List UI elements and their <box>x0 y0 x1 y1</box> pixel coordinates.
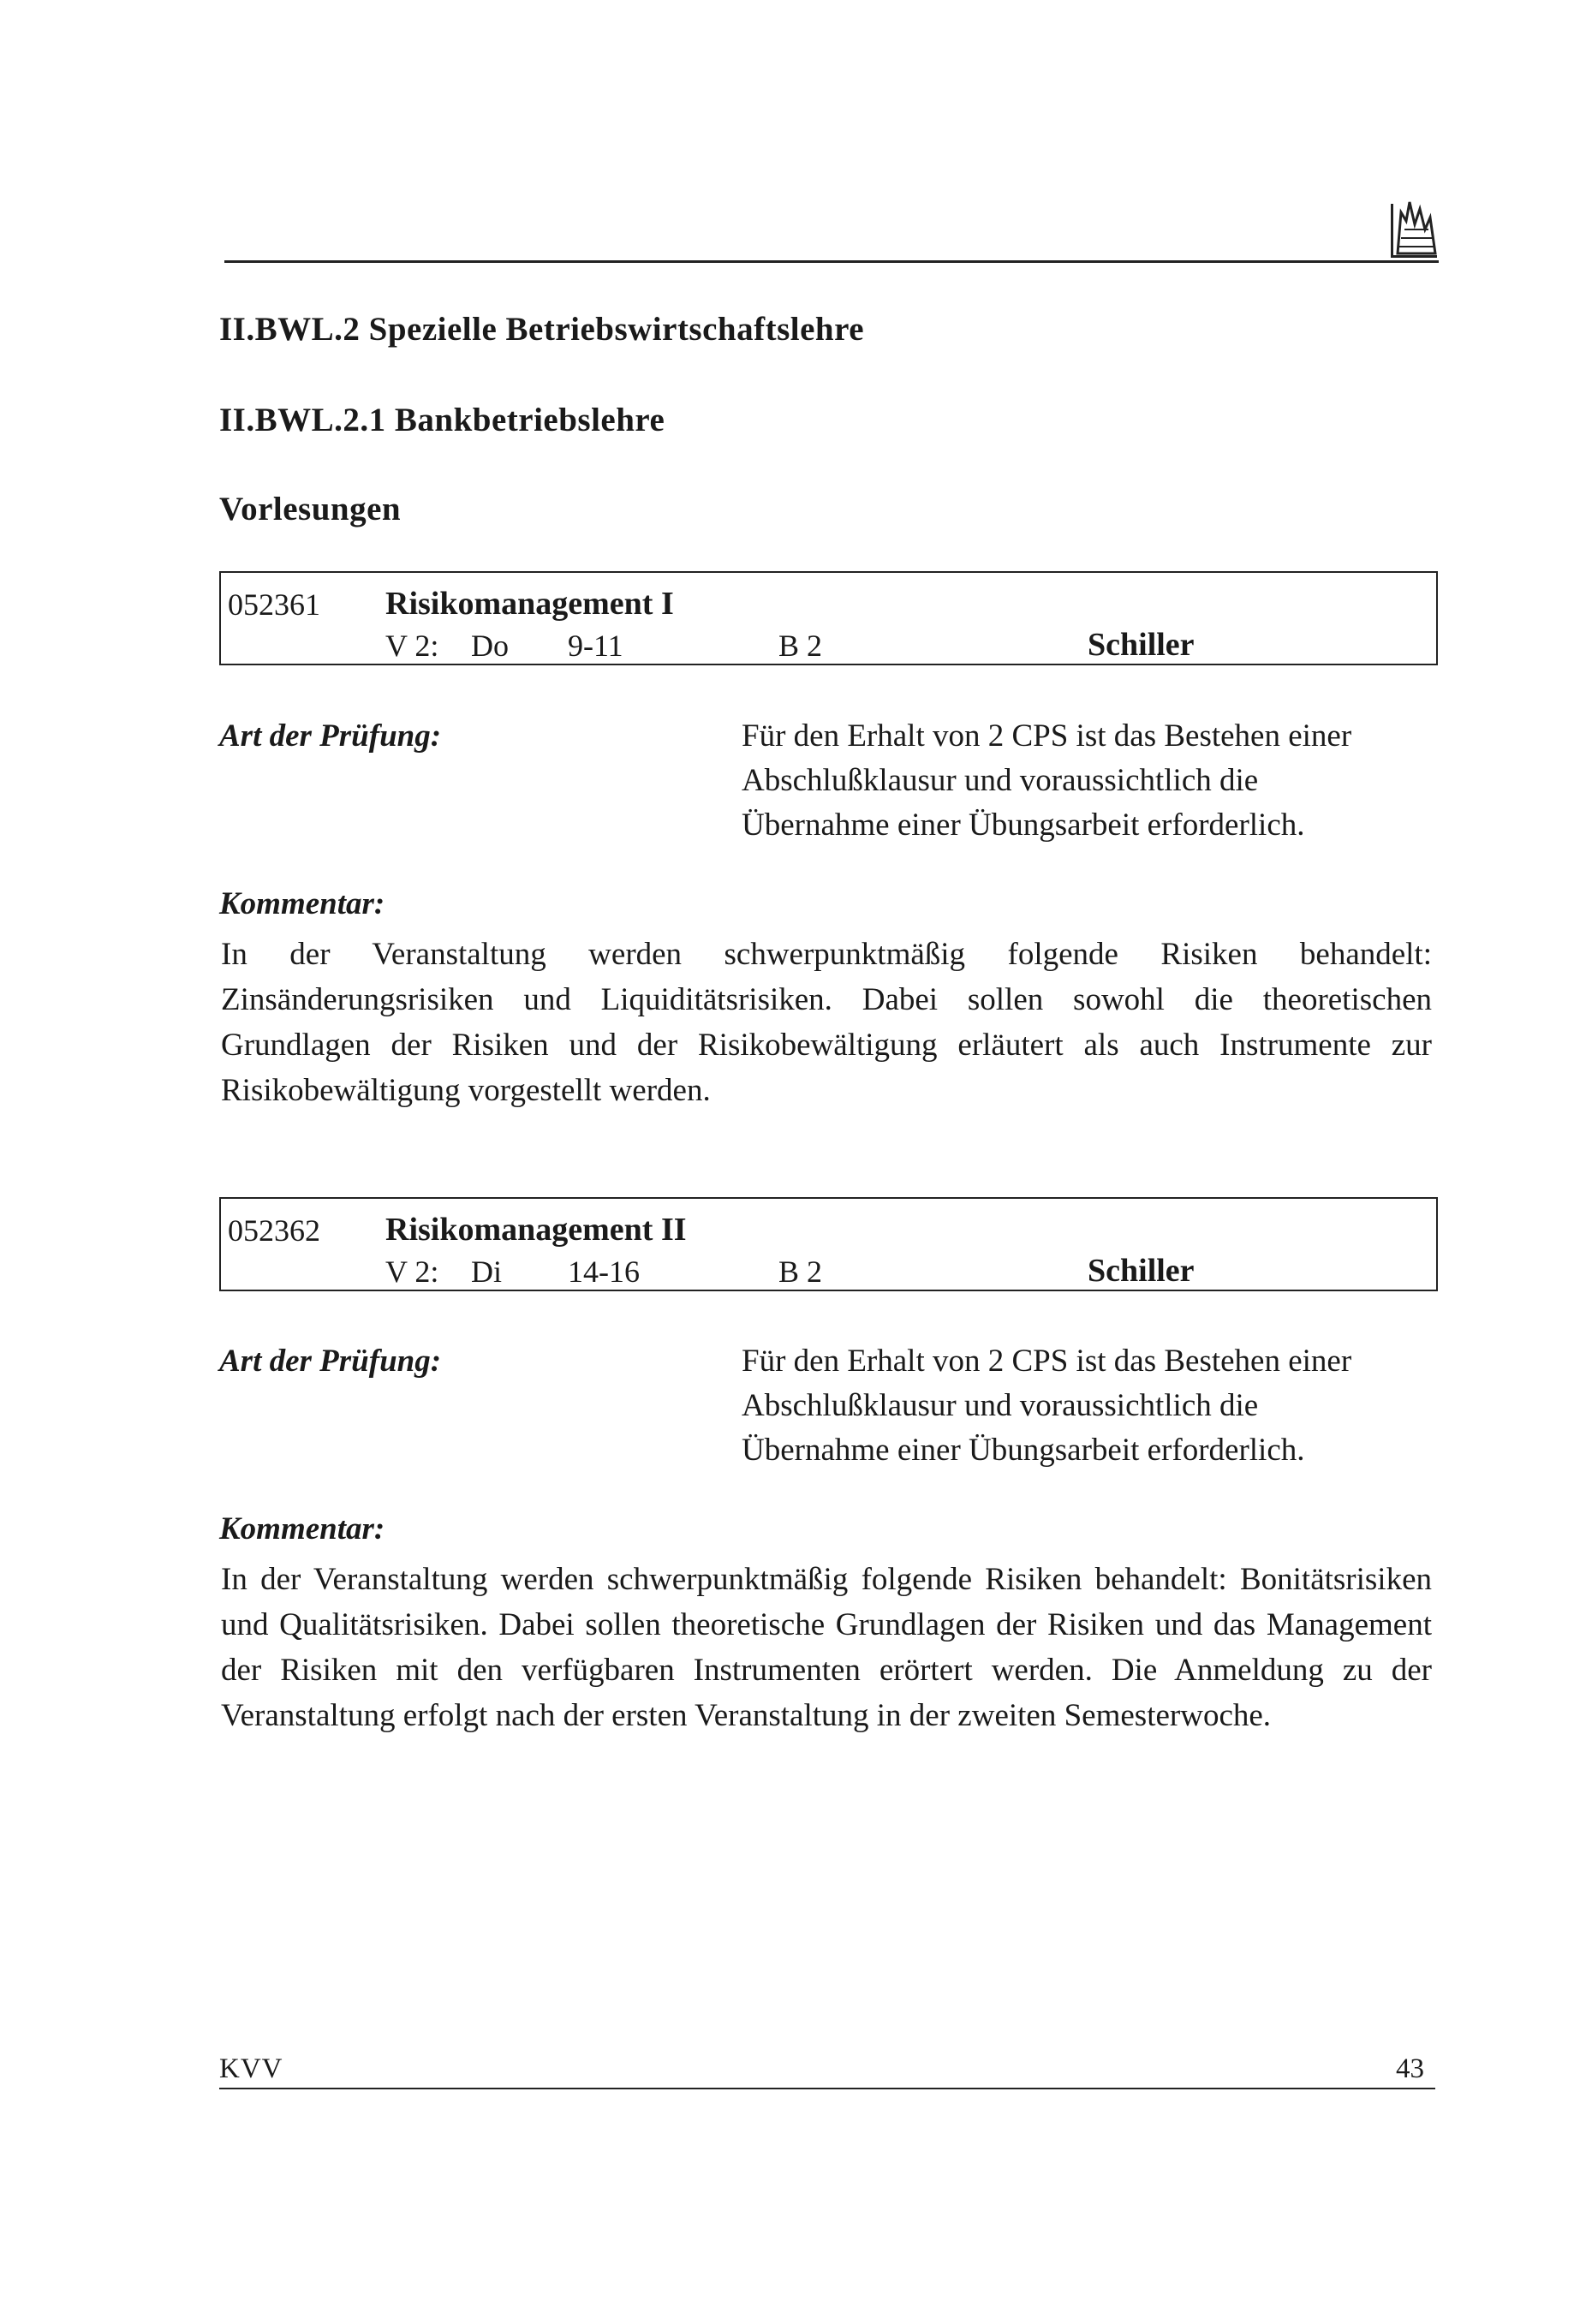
course-lecturer: Schiller <box>1088 627 1195 663</box>
university-logo-icon <box>1389 195 1439 262</box>
course-time: 14-16 <box>568 1254 640 1289</box>
course-title: Risikomanagement II <box>385 1212 687 1248</box>
comment-label: Kommentar: <box>219 886 385 921</box>
section-subtitle: II.BWL.2.1 Bankbetriebslehre <box>219 402 665 438</box>
section-title: II.BWL.2 Spezielle Betriebswirtschaftslehre <box>219 311 865 348</box>
category-heading: Vorlesungen <box>219 491 402 527</box>
footer-label: KVV <box>219 2053 283 2084</box>
course-day: Di <box>471 1254 502 1289</box>
exam-text: Für den Erhalt von 2 CPS ist das Bestehen einer Abschlußklausur und voraussichtlich die Übernahme einer Übungsarbeit erforderlich. <box>742 718 1352 843</box>
exam-label: Art der Prüfung: <box>219 718 442 754</box>
course-lecturer: Schiller <box>1088 1253 1195 1289</box>
header-rule <box>224 260 1439 263</box>
comment-label: Kommentar: <box>219 1511 385 1546</box>
course-day: Do <box>471 629 509 663</box>
course-time: 9-11 <box>568 629 623 663</box>
course-box <box>219 571 1438 665</box>
comment-text: In der Veranstaltung werden schwerpunktmäßig folgende Risiken behandelt: Zinsänderungsrisiken und Liquiditätsrisiken. Dabei sollen sowohl die theoretischen Grundlagen der Risiken und der Risikobewältigung erläutert als auch Instrumente zur Risikobewältigung vorgestellt werden. <box>221 937 1432 1108</box>
course-id: 052361 <box>228 587 320 622</box>
course-room: B 2 <box>778 1254 823 1289</box>
footer-rule <box>219 2088 1435 2089</box>
exam-text: Für den Erhalt von 2 CPS ist das Bestehen einer Abschlußklausur und voraussichtlich die Übernahme einer Übungsarbeit erforderlich. <box>742 1344 1352 1468</box>
course-type: V 2: <box>385 1254 439 1289</box>
course-room: B 2 <box>778 629 823 663</box>
exam-label: Art der Prüfung: <box>219 1344 442 1379</box>
course-type: V 2: <box>385 629 439 663</box>
page-number: 43 <box>1396 2053 1424 2084</box>
course-title: Risikomanagement I <box>385 586 674 622</box>
comment-text: In der Veranstaltung werden schwerpunktmäßig folgende Risiken behandelt: Bonitätsrisiken und Qualitätsrisiken. Dabei sollen theoretische Grundlagen der Risiken und das Management der Risiken mit den verfügbaren Instrumenten erörtert werden. Die Anmeldung zu der Veranstaltung erfolgt nach der ersten Veranstaltung in der zweiten Semesterwoche. <box>221 1562 1432 1733</box>
course-box <box>219 1197 1438 1291</box>
course-id: 052362 <box>228 1213 320 1248</box>
